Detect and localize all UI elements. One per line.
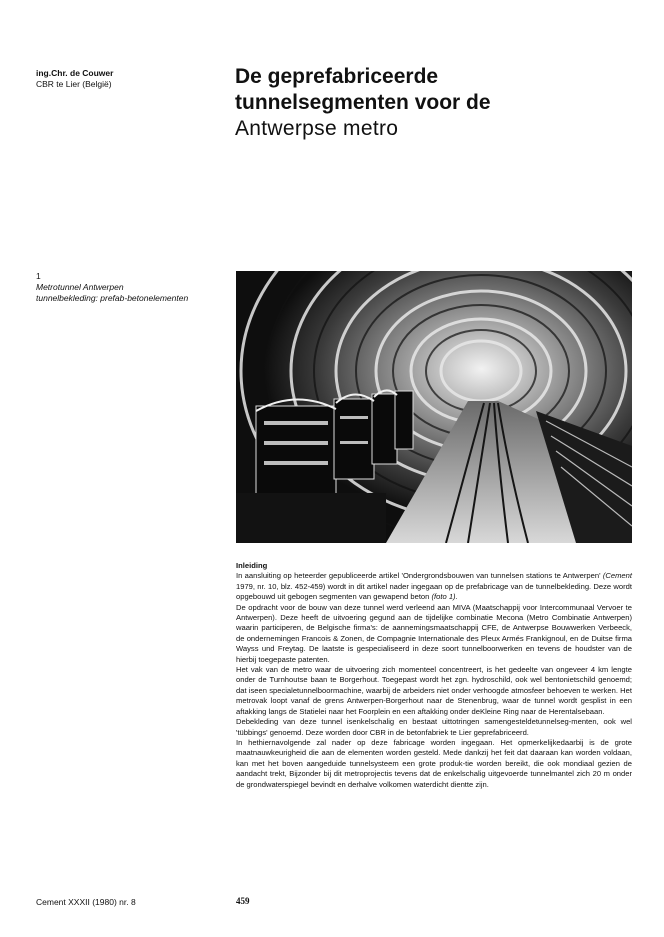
title-line-1: De geprefabriceerde [235,65,439,88]
tunnel-photo [236,271,632,543]
author-block [36,68,113,90]
paragraph-1-text-a: In aansluiting op heteerder gepubliceerde artikel 'Ondergrondsbouwen van tunnelsen stations te Antwerpen' [236,571,601,581]
title-line-3: Antwerpse metro [235,117,399,140]
title-line-2: tunnelsegmenten voor de [235,91,491,114]
section-heading: Inleiding [236,561,268,570]
paragraph-5: In hethiernavolgende zal nader op deze fabricage worden ingegaan. Het opmerkelijkedaarbij is de grote maatnauwkeurigheid die aan de elementen worden gesteld. Mede dankzij het feit dat daaraan kan worden voldaan, kan met het boven aangeduide tunnelsysteem een grote produk-tie worden bereikt, die ook mondiaal gezien de aandacht trekt, Bijzonder bij dit metroprojectis tevens dat de enkelschalig uitgevoerde tunnelmantel zich 20 m onder de grondwaterspiegel bevindt en derhalve volkomen waterdicht dientte zijn. [236,737,632,789]
figure-caption-line-2: tunnelbekleding: prefab-betonelementen [36,293,189,303]
article-body [236,561,632,790]
tunnel-photo-illustration [236,271,632,543]
author-affiliation: CBR te Lier (België) [36,79,112,89]
paragraph-1-text-b: 1979, nr. 10, blz. 452-459) wordt in dit artikel nader ingegaan op de prefabricage van de tunnelbekleding. Deze wordt opgebouwd uit gebogen segmenten van gewapend beton [236,581,632,602]
figure-number: 1 [36,271,41,281]
figure-caption-line-1: Metrotunnel Antwerpen [36,282,124,292]
paragraph-1-reference: (Cement [602,571,632,581]
paragraph-1-photo-ref: (foto 1). [431,592,458,602]
page-number: 459 [236,896,250,906]
paragraph-2: De opdracht voor de bouw van deze tunnel werd verleend aan MIVA (Maatschappij voor Intercommunaal Vervoer te Antwerpen). Deze heeft de uitvoering gegund aan de tijdelijke combinatie Mecona (Metro Combinatie Antwerpen) waarin participeren, de Belgische firma's: de aannemingsmaatschappij CFE, de Antwerpse Bouwwerken Verbeeck, de ondernemingen Francois & Zonen, de Compagnie Internationale des Pleux Armés Frankignoul, en de Duitse firma Wayss und Freytag. De laatste is gespecialiseerd in deze soort tunnelboorwerken en tevens de houdster van de hierbij toegepaste patenten. [236,602,632,664]
paragraph-4: Debekleding van deze tunnel isenkelschalig en bestaat uittotringen samengesteldetunnelseg-menten, ook wel 'tübbings' genoemd. Deze worden door CBR in de betonfabriek te Lier geprefabriceerd. [236,717,632,737]
figure-caption [36,271,226,304]
article-title [235,64,635,142]
journal-reference: Cement XXXII (1980) nr. 8 [36,897,136,907]
author-name: ing.Chr. de Couwer [36,68,114,78]
paragraph-3: Het vak van de metro waar de uitvoering zich momenteel concentreert, is het gedeelte van ongeveer 4 km lengte onder de Turnhoutse baan te Borgerhout. Toegepast wordt het zgn. hydroschild, ook wel bentonietschild genoemd; dat iseen specialetunnelboormachine, waarbij de arbeiders niet onder verhoogde atmosfeer behoeven te werken. Het metrovak loopt vanaf de grens Antwerpen-Borgerhout naar de Stenenbrug, waar de tunnel wordt gesplist in een aftakking langs de Statielei naar het Foorplein en een aftakking onder deKleine Ring naar de Herentalsebaan. [236,665,632,716]
paragraph-1 [236,571,632,602]
